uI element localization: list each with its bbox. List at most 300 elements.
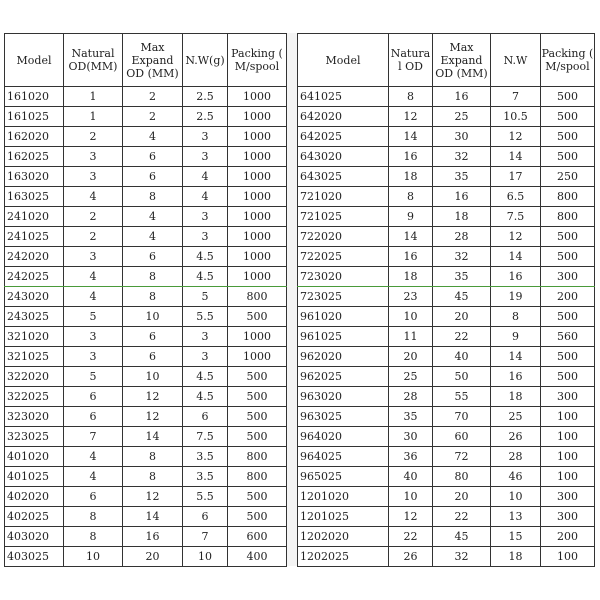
cell-net-weight: 15 [491, 527, 541, 547]
cell-model: 642020 [298, 107, 389, 127]
cell-packing: 500 [541, 107, 595, 127]
cell-max-expand-od: 55 [433, 387, 491, 407]
cell-net-weight: 3.5 [183, 447, 228, 467]
right-spec-table [297, 33, 595, 567]
table-row [5, 87, 287, 107]
cell-max-expand-od: 4 [123, 227, 183, 247]
cell-max-expand-od: 32 [433, 147, 491, 167]
cell-natural-od: 7 [64, 427, 123, 447]
cell-model: 323020 [5, 407, 64, 427]
cell-max-expand-od: 18 [433, 207, 491, 227]
table-row [5, 187, 287, 207]
table-row [5, 267, 287, 287]
cell-model: 722025 [298, 247, 389, 267]
cell-packing: 1000 [228, 127, 287, 147]
cell-max-expand-od: 10 [123, 307, 183, 327]
cell-packing: 1000 [228, 167, 287, 187]
cell-model: 962025 [298, 367, 389, 387]
cell-max-expand-od: 22 [433, 327, 491, 347]
cell-packing: 1000 [228, 247, 287, 267]
cell-natural-od: 14 [389, 127, 433, 147]
table-row [298, 187, 595, 207]
cell-natural-od: 1 [64, 107, 123, 127]
cell-packing: 500 [228, 507, 287, 527]
cell-net-weight: 10 [491, 487, 541, 507]
cell-net-weight: 5.5 [183, 487, 228, 507]
cell-natural-od: 2 [64, 207, 123, 227]
header-natural-od: Natura l OD [389, 34, 433, 87]
table-row [5, 467, 287, 487]
cell-natural-od: 35 [389, 407, 433, 427]
cell-max-expand-od: 4 [123, 207, 183, 227]
cell-natural-od: 26 [389, 547, 433, 567]
cell-natural-od: 28 [389, 387, 433, 407]
table-row [298, 467, 595, 487]
table-row [298, 87, 595, 107]
cell-packing: 300 [541, 487, 595, 507]
header-row [5, 34, 287, 87]
table-row [298, 207, 595, 227]
cell-net-weight: 14 [491, 347, 541, 367]
cell-max-expand-od: 6 [123, 167, 183, 187]
cell-packing: 800 [228, 287, 287, 307]
cell-net-weight: 8 [491, 307, 541, 327]
cell-natural-od: 18 [389, 267, 433, 287]
cell-max-expand-od: 2 [123, 87, 183, 107]
cell-net-weight: 4 [183, 167, 228, 187]
cell-max-expand-od: 20 [123, 547, 183, 567]
cell-natural-od: 8 [64, 507, 123, 527]
cell-natural-od: 2 [64, 227, 123, 247]
table-row [5, 207, 287, 227]
cell-natural-od: 8 [389, 187, 433, 207]
table-row [298, 267, 595, 287]
cell-natural-od: 8 [389, 87, 433, 107]
header-natural-od: Natural OD(MM) [64, 34, 123, 87]
header-model: Model [5, 34, 64, 87]
cell-model: 722020 [298, 227, 389, 247]
table-row [5, 487, 287, 507]
cell-natural-od: 3 [64, 167, 123, 187]
cell-natural-od: 4 [64, 267, 123, 287]
header-max-expand-od: Max Expand OD (MM) [433, 34, 491, 87]
cell-max-expand-od: 6 [123, 147, 183, 167]
cell-net-weight: 14 [491, 247, 541, 267]
header-packing: Packing ( M/spool [228, 34, 287, 87]
cell-natural-od: 10 [389, 307, 433, 327]
cell-max-expand-od: 8 [123, 447, 183, 467]
cell-max-expand-od: 6 [123, 347, 183, 367]
cell-packing: 100 [541, 467, 595, 487]
table-row [298, 247, 595, 267]
cell-max-expand-od: 8 [123, 467, 183, 487]
cell-natural-od: 6 [64, 387, 123, 407]
table-row [298, 527, 595, 547]
table-row [298, 387, 595, 407]
cell-packing: 100 [541, 547, 595, 567]
cell-net-weight: 18 [491, 387, 541, 407]
cell-max-expand-od: 28 [433, 227, 491, 247]
table-row [5, 507, 287, 527]
cell-natural-od: 12 [389, 107, 433, 127]
cell-natural-od: 2 [64, 127, 123, 147]
cell-net-weight: 3.5 [183, 467, 228, 487]
cell-model: 321025 [5, 347, 64, 367]
cell-model: 161020 [5, 87, 64, 107]
cell-max-expand-od: 12 [123, 387, 183, 407]
cell-max-expand-od: 6 [123, 327, 183, 347]
cell-model: 242025 [5, 267, 64, 287]
cell-model: 161025 [5, 107, 64, 127]
cell-packing: 500 [541, 347, 595, 367]
cell-packing: 100 [541, 447, 595, 467]
cell-net-weight: 2.5 [183, 107, 228, 127]
cell-net-weight: 10.5 [491, 107, 541, 127]
table-row [5, 547, 287, 567]
cell-packing: 500 [228, 367, 287, 387]
cell-packing: 100 [541, 407, 595, 427]
table-row [298, 507, 595, 527]
table-row [298, 287, 595, 307]
cell-natural-od: 8 [64, 527, 123, 547]
cell-max-expand-od: 16 [123, 527, 183, 547]
header-row [298, 34, 595, 87]
table-row [298, 547, 595, 567]
cell-packing: 500 [228, 387, 287, 407]
table-row [298, 447, 595, 467]
cell-natural-od: 3 [64, 327, 123, 347]
cell-net-weight: 5.5 [183, 307, 228, 327]
cell-model: 163025 [5, 187, 64, 207]
cell-natural-od: 30 [389, 427, 433, 447]
cell-model: 163020 [5, 167, 64, 187]
cell-max-expand-od: 12 [123, 487, 183, 507]
header-max-expand-od: Max Expand OD (MM) [123, 34, 183, 87]
cell-net-weight: 18 [491, 547, 541, 567]
cell-packing: 500 [541, 127, 595, 147]
cell-natural-od: 16 [389, 147, 433, 167]
cell-natural-od: 40 [389, 467, 433, 487]
cell-model: 401025 [5, 467, 64, 487]
cell-net-weight: 26 [491, 427, 541, 447]
cell-packing: 600 [228, 527, 287, 547]
cell-model: 961020 [298, 307, 389, 327]
cell-model: 322020 [5, 367, 64, 387]
cell-net-weight: 6 [183, 407, 228, 427]
cell-natural-od: 6 [64, 407, 123, 427]
cell-natural-od: 20 [389, 347, 433, 367]
cell-net-weight: 6 [183, 507, 228, 527]
cell-model: 721020 [298, 187, 389, 207]
cell-net-weight: 7 [491, 87, 541, 107]
cell-natural-od: 3 [64, 147, 123, 167]
cell-natural-od: 5 [64, 307, 123, 327]
cell-natural-od: 5 [64, 367, 123, 387]
cell-packing: 800 [228, 467, 287, 487]
table-row [5, 107, 287, 127]
cell-net-weight: 4 [183, 187, 228, 207]
cell-net-weight: 3 [183, 127, 228, 147]
cell-model: 403020 [5, 527, 64, 547]
cell-max-expand-od: 72 [433, 447, 491, 467]
cell-max-expand-od: 20 [433, 307, 491, 327]
cell-natural-od: 6 [64, 487, 123, 507]
table-row [298, 167, 595, 187]
cell-max-expand-od: 4 [123, 127, 183, 147]
cell-model: 964025 [298, 447, 389, 467]
cell-model: 963025 [298, 407, 389, 427]
cell-packing: 100 [541, 427, 595, 447]
cell-packing: 500 [228, 407, 287, 427]
cell-packing: 200 [541, 287, 595, 307]
table-row [5, 387, 287, 407]
cell-packing: 250 [541, 167, 595, 187]
cell-packing: 1000 [228, 87, 287, 107]
cell-net-weight: 9 [491, 327, 541, 347]
cell-model: 241020 [5, 207, 64, 227]
cell-packing: 560 [541, 327, 595, 347]
cell-natural-od: 3 [64, 247, 123, 267]
cell-net-weight: 12 [491, 227, 541, 247]
cell-natural-od: 1 [64, 87, 123, 107]
cell-packing: 300 [541, 507, 595, 527]
table-row [298, 487, 595, 507]
cell-max-expand-od: 80 [433, 467, 491, 487]
cell-natural-od: 9 [389, 207, 433, 227]
cell-max-expand-od: 10 [123, 367, 183, 387]
cell-net-weight: 4.5 [183, 367, 228, 387]
cell-max-expand-od: 45 [433, 287, 491, 307]
cell-model: 643025 [298, 167, 389, 187]
cell-packing: 1000 [228, 207, 287, 227]
cell-model: 241025 [5, 227, 64, 247]
cell-natural-od: 18 [389, 167, 433, 187]
table-row [5, 447, 287, 467]
table-row [5, 127, 287, 147]
table-row [5, 307, 287, 327]
cell-net-weight: 17 [491, 167, 541, 187]
cell-max-expand-od: 32 [433, 247, 491, 267]
cell-max-expand-od: 12 [123, 407, 183, 427]
header-packing: Packing ( M/spool [541, 34, 595, 87]
cell-max-expand-od: 14 [123, 507, 183, 527]
cell-model: 243020 [5, 287, 64, 307]
cell-model: 961025 [298, 327, 389, 347]
cell-natural-od: 4 [64, 187, 123, 207]
cell-max-expand-od: 32 [433, 547, 491, 567]
cell-max-expand-od: 45 [433, 527, 491, 547]
cell-net-weight: 19 [491, 287, 541, 307]
cell-packing: 500 [541, 147, 595, 167]
cell-model: 162025 [5, 147, 64, 167]
cell-natural-od: 11 [389, 327, 433, 347]
cell-natural-od: 25 [389, 367, 433, 387]
cell-natural-od: 12 [389, 507, 433, 527]
cell-max-expand-od: 50 [433, 367, 491, 387]
cell-net-weight: 7 [183, 527, 228, 547]
cell-model: 321020 [5, 327, 64, 347]
cell-model: 962020 [298, 347, 389, 367]
cell-packing: 1000 [228, 147, 287, 167]
cell-model: 402020 [5, 487, 64, 507]
cell-max-expand-od: 8 [123, 267, 183, 287]
cell-net-weight: 3 [183, 207, 228, 227]
cell-net-weight: 10 [183, 547, 228, 567]
cell-max-expand-od: 60 [433, 427, 491, 447]
cell-packing: 1000 [228, 327, 287, 347]
cell-packing: 300 [541, 267, 595, 287]
table-row [298, 407, 595, 427]
cell-model: 322025 [5, 387, 64, 407]
cell-packing: 400 [228, 547, 287, 567]
cell-max-expand-od: 16 [433, 187, 491, 207]
cell-packing: 200 [541, 527, 595, 547]
cell-net-weight: 7.5 [183, 427, 228, 447]
cell-max-expand-od: 6 [123, 247, 183, 267]
cell-net-weight: 46 [491, 467, 541, 487]
cell-model: 721025 [298, 207, 389, 227]
cell-model: 643020 [298, 147, 389, 167]
cell-packing: 800 [228, 447, 287, 467]
table-row [298, 347, 595, 367]
left-spec-table [4, 33, 287, 567]
cell-model: 641025 [298, 87, 389, 107]
cell-max-expand-od: 14 [123, 427, 183, 447]
table-row [5, 347, 287, 367]
cell-packing: 500 [541, 227, 595, 247]
cell-model: 323025 [5, 427, 64, 447]
cell-natural-od: 10 [64, 547, 123, 567]
cell-natural-od: 4 [64, 287, 123, 307]
cell-packing: 500 [541, 247, 595, 267]
cell-packing: 1000 [228, 107, 287, 127]
cell-packing: 800 [541, 207, 595, 227]
cell-max-expand-od: 40 [433, 347, 491, 367]
cell-net-weight: 4.5 [183, 247, 228, 267]
cell-net-weight: 13 [491, 507, 541, 527]
cell-natural-od: 10 [389, 487, 433, 507]
header-model: Model [298, 34, 389, 87]
cell-natural-od: 3 [64, 347, 123, 367]
cell-max-expand-od: 30 [433, 127, 491, 147]
table-row [5, 227, 287, 247]
cell-packing: 500 [228, 487, 287, 507]
cell-model: 965025 [298, 467, 389, 487]
cell-max-expand-od: 8 [123, 287, 183, 307]
cell-packing: 500 [541, 307, 595, 327]
cell-natural-od: 14 [389, 227, 433, 247]
cell-packing: 500 [228, 427, 287, 447]
table-row [5, 527, 287, 547]
table-row [298, 127, 595, 147]
cell-max-expand-od: 25 [433, 107, 491, 127]
cell-net-weight: 16 [491, 367, 541, 387]
cell-model: 1202025 [298, 547, 389, 567]
cell-model: 723020 [298, 267, 389, 287]
cell-model: 242020 [5, 247, 64, 267]
cell-max-expand-od: 22 [433, 507, 491, 527]
cell-net-weight: 3 [183, 347, 228, 367]
cell-net-weight: 4.5 [183, 387, 228, 407]
cell-net-weight: 25 [491, 407, 541, 427]
cell-model: 1201020 [298, 487, 389, 507]
cell-model: 401020 [5, 447, 64, 467]
table-row [298, 327, 595, 347]
cell-model: 964020 [298, 427, 389, 447]
cell-packing: 800 [541, 187, 595, 207]
table-row [5, 247, 287, 267]
table-row [298, 227, 595, 247]
cell-net-weight: 12 [491, 127, 541, 147]
table-row [298, 147, 595, 167]
cell-model: 402025 [5, 507, 64, 527]
cell-model: 963020 [298, 387, 389, 407]
cell-max-expand-od: 35 [433, 167, 491, 187]
cell-net-weight: 28 [491, 447, 541, 467]
cell-packing: 500 [541, 87, 595, 107]
header-net-weight: N.W [491, 34, 541, 87]
cell-model: 403025 [5, 547, 64, 567]
cell-net-weight: 3 [183, 227, 228, 247]
cell-net-weight: 5 [183, 287, 228, 307]
cell-packing: 1000 [228, 267, 287, 287]
cell-natural-od: 16 [389, 247, 433, 267]
table-row [5, 287, 287, 307]
table-row [5, 147, 287, 167]
table-row [5, 427, 287, 447]
cell-net-weight: 2.5 [183, 87, 228, 107]
cell-model: 1202020 [298, 527, 389, 547]
cell-max-expand-od: 16 [433, 87, 491, 107]
table-row [298, 107, 595, 127]
cell-packing: 300 [541, 387, 595, 407]
table-row [298, 367, 595, 387]
table-row [5, 407, 287, 427]
cell-model: 642025 [298, 127, 389, 147]
cell-max-expand-od: 2 [123, 107, 183, 127]
cell-max-expand-od: 70 [433, 407, 491, 427]
cell-max-expand-od: 20 [433, 487, 491, 507]
cell-net-weight: 6.5 [491, 187, 541, 207]
table-row [5, 167, 287, 187]
cell-model: 162020 [5, 127, 64, 147]
cell-natural-od: 4 [64, 447, 123, 467]
cell-natural-od: 36 [389, 447, 433, 467]
cell-packing: 1000 [228, 347, 287, 367]
cell-net-weight: 3 [183, 327, 228, 347]
header-net-weight: N.W(g) [183, 34, 228, 87]
cell-net-weight: 4.5 [183, 267, 228, 287]
table-row [298, 427, 595, 447]
cell-packing: 1000 [228, 187, 287, 207]
cell-natural-od: 22 [389, 527, 433, 547]
table-row [5, 327, 287, 347]
cell-packing: 500 [228, 307, 287, 327]
cell-max-expand-od: 8 [123, 187, 183, 207]
cell-model: 243025 [5, 307, 64, 327]
table-row [298, 307, 595, 327]
cell-model: 1201025 [298, 507, 389, 527]
cell-packing: 1000 [228, 227, 287, 247]
cell-net-weight: 14 [491, 147, 541, 167]
table-row [5, 367, 287, 387]
cell-natural-od: 4 [64, 467, 123, 487]
cell-net-weight: 16 [491, 267, 541, 287]
cell-net-weight: 3 [183, 147, 228, 167]
cell-net-weight: 7.5 [491, 207, 541, 227]
cell-max-expand-od: 35 [433, 267, 491, 287]
cell-model: 723025 [298, 287, 389, 307]
